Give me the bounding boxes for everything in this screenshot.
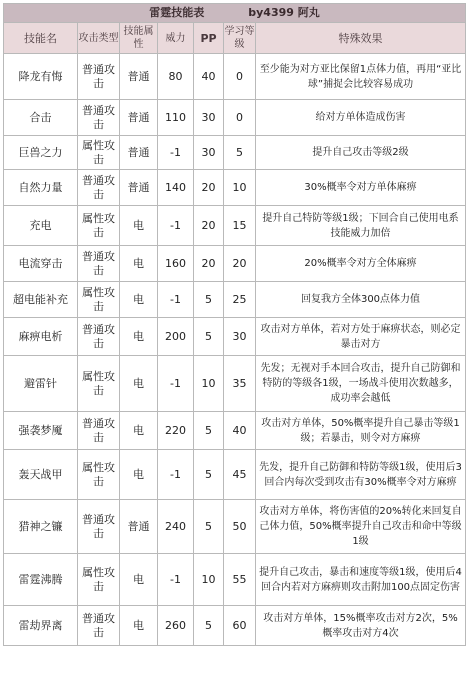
skill-attribute-cell: 电 (120, 554, 158, 606)
header-attr (120, 23, 158, 54)
learn-level-cell: 5 (224, 136, 256, 170)
special-effect-cell: 攻击对方单体，15%概率攻击对方2次，5%概率攻击对方4次 (256, 606, 466, 646)
table-title-cell (4, 4, 466, 23)
pp-cell: 20 (194, 246, 224, 282)
pp-cell: 5 (194, 450, 224, 500)
special-effect-cell: 回复我方全体300点体力值 (256, 282, 466, 318)
learn-level-cell: 30 (224, 318, 256, 356)
table-row (4, 282, 466, 318)
skill-name-cell: 超电能补充 (4, 282, 78, 318)
skill-attribute-cell: 电 (120, 450, 158, 500)
attack-type-cell: 普通攻击 (78, 412, 120, 450)
skill-attribute-cell: 电 (120, 318, 158, 356)
power-cell: 200 (158, 318, 194, 356)
special-effect-cell: 攻击对方单体，将伤害值的20%转化来回复自己体力值，50%概率提升自己攻击和命中等级1级 (256, 500, 466, 554)
learn-level-cell: 15 (224, 206, 256, 246)
header-pp: PP (194, 23, 224, 54)
skill-attribute-cell: 普通 (120, 500, 158, 554)
special-effect-cell: 先发，提升自己防御和特防等级1级，使用后3回合内每次受到攻击有30%概率令对方麻痹 (256, 450, 466, 500)
attack-type-cell: 属性攻击 (78, 206, 120, 246)
special-effect-cell: 至少能为对方亚比保留1点体力值，再用“亚比球”捕捉会比较容易成功 (256, 54, 466, 100)
learn-level-cell: 40 (224, 412, 256, 450)
special-effect-cell: 攻击对方单体，50%概率提升自己暴击等级1级；若暴击，则令对方麻痹 (256, 412, 466, 450)
learn-level-cell: 50 (224, 500, 256, 554)
skill-attribute-cell: 电 (120, 206, 158, 246)
power-cell: -1 (158, 554, 194, 606)
table-row (4, 500, 466, 554)
learn-level-cell: 0 (224, 54, 256, 100)
pp-cell: 10 (194, 356, 224, 412)
skill-attribute-cell: 电 (120, 606, 158, 646)
header-type-text: 攻击类型 (78, 32, 119, 44)
skill-name-cell: 电流穿击 (4, 246, 78, 282)
pp-cell: 20 (194, 206, 224, 246)
power-cell: -1 (158, 450, 194, 500)
learn-level-cell: 20 (224, 246, 256, 282)
skill-attribute-cell: 普通 (120, 100, 158, 136)
skill-name-cell: 轰天战甲 (4, 450, 78, 500)
header-attr-text: 技能属性 (123, 26, 154, 50)
header-effect: 特殊效果 (256, 23, 466, 54)
special-effect-cell: 先发；无视对手本回合攻击，提升自己防御和特防的等级各1级，一场战斗使用次数越多，成功率会越低 (256, 356, 466, 412)
special-effect-cell: 提升自己特防等级1级；下回合自己使用电系技能威力加倍 (256, 206, 466, 246)
learn-level-cell: 55 (224, 554, 256, 606)
header-name: 技能名 (4, 23, 78, 54)
attack-type-cell: 普通攻击 (78, 246, 120, 282)
skill-attribute-cell: 电 (120, 412, 158, 450)
special-effect-cell: 20%概率令对方全体麻痹 (256, 246, 466, 282)
skill-name-cell: 降龙有悔 (4, 54, 78, 100)
table-row (4, 54, 466, 100)
skill-name-cell: 雷劫界离 (4, 606, 78, 646)
attack-type-cell: 普通攻击 (78, 606, 120, 646)
skill-table-container (3, 3, 465, 679)
table-row (4, 554, 466, 606)
table-row (4, 136, 466, 170)
power-cell: 110 (158, 100, 194, 136)
pp-cell: 5 (194, 282, 224, 318)
skill-attribute-cell: 电 (120, 356, 158, 412)
special-effect-cell: 提升自己攻击等级2级 (256, 136, 466, 170)
table-header-row (4, 23, 466, 54)
power-cell: 160 (158, 246, 194, 282)
skill-attribute-cell: 普通 (120, 136, 158, 170)
attack-type-cell: 普通攻击 (78, 170, 120, 206)
table-row (4, 606, 466, 646)
skill-attribute-cell: 电 (120, 246, 158, 282)
learn-level-cell: 60 (224, 606, 256, 646)
skill-attribute-cell: 普通 (120, 54, 158, 100)
attack-type-cell: 普通攻击 (78, 100, 120, 136)
learn-level-cell: 35 (224, 356, 256, 412)
skill-name-cell: 合击 (4, 100, 78, 136)
header-power: 威力 (158, 23, 194, 54)
power-cell: 260 (158, 606, 194, 646)
learn-level-cell: 45 (224, 450, 256, 500)
table-row (4, 100, 466, 136)
power-cell: -1 (158, 206, 194, 246)
header-level-text: 学习等级 (224, 26, 255, 50)
power-cell: -1 (158, 356, 194, 412)
special-effect-cell: 提升自己攻击，暴击和速度等级1级，使用后4回合内若对方麻痹则攻击附加100点固定伤害 (256, 554, 466, 606)
table-row (4, 450, 466, 500)
attack-type-cell: 属性攻击 (78, 554, 120, 606)
attack-type-cell: 普通攻击 (78, 318, 120, 356)
table-author: by4399 阿丸 (248, 6, 320, 19)
skill-name-cell: 麻痹电析 (4, 318, 78, 356)
attack-type-cell: 属性攻击 (78, 282, 120, 318)
pp-cell: 5 (194, 412, 224, 450)
skill-attribute-cell: 电 (120, 282, 158, 318)
power-cell: -1 (158, 282, 194, 318)
table-row (4, 246, 466, 282)
skill-name-cell: 强袭梦魇 (4, 412, 78, 450)
pp-cell: 20 (194, 170, 224, 206)
learn-level-cell: 10 (224, 170, 256, 206)
skill-attribute-cell: 普通 (120, 170, 158, 206)
attack-type-cell: 普通攻击 (78, 500, 120, 554)
power-cell: 240 (158, 500, 194, 554)
attack-type-cell: 属性攻击 (78, 136, 120, 170)
power-cell: 220 (158, 412, 194, 450)
special-effect-cell: 给对方单体造成伤害 (256, 100, 466, 136)
attack-type-cell: 普通攻击 (78, 54, 120, 100)
power-cell: 140 (158, 170, 194, 206)
table-title: 雷霆技能表 (149, 6, 205, 19)
special-effect-cell: 30%概率令对方单体麻痹 (256, 170, 466, 206)
skill-name-cell: 雷霆沸腾 (4, 554, 78, 606)
power-cell: -1 (158, 136, 194, 170)
table-row (4, 356, 466, 412)
pp-cell: 40 (194, 54, 224, 100)
power-cell: 80 (158, 54, 194, 100)
pp-cell: 10 (194, 554, 224, 606)
skill-name-cell: 充电 (4, 206, 78, 246)
skill-name-cell: 自然力量 (4, 170, 78, 206)
table-row (4, 206, 466, 246)
learn-level-cell: 0 (224, 100, 256, 136)
pp-cell: 5 (194, 606, 224, 646)
table-row (4, 412, 466, 450)
skill-name-cell: 巨兽之力 (4, 136, 78, 170)
pp-cell: 30 (194, 136, 224, 170)
skill-name-cell: 避雷针 (4, 356, 78, 412)
header-level (224, 23, 256, 54)
table-title-row (4, 4, 466, 23)
special-effect-cell: 攻击对方单体，若对方处于麻痹状态，则必定暴击对方 (256, 318, 466, 356)
attack-type-cell: 属性攻击 (78, 450, 120, 500)
header-type (78, 23, 120, 54)
table-row (4, 318, 466, 356)
table-row (4, 170, 466, 206)
pp-cell: 5 (194, 318, 224, 356)
skill-table (3, 3, 466, 646)
learn-level-cell: 25 (224, 282, 256, 318)
attack-type-cell: 属性攻击 (78, 356, 120, 412)
pp-cell: 5 (194, 500, 224, 554)
skill-name-cell: 猎神之镰 (4, 500, 78, 554)
pp-cell: 30 (194, 100, 224, 136)
